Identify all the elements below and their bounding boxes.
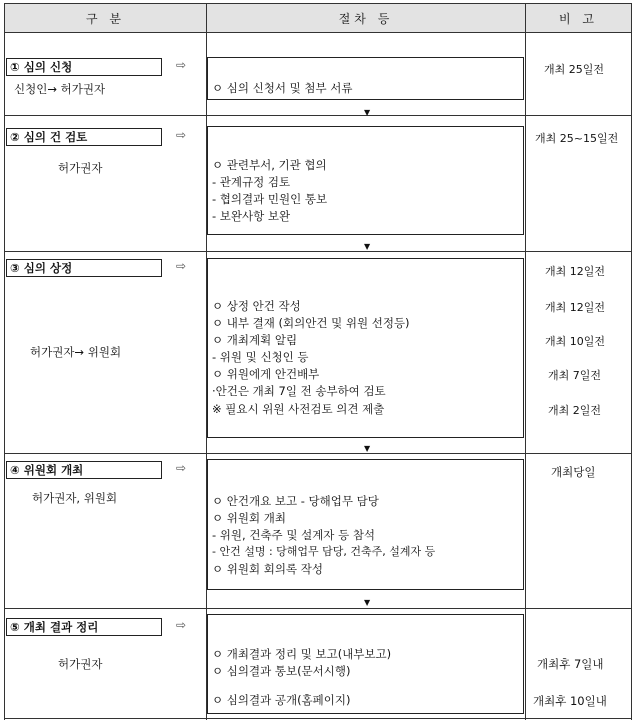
row-divider [4, 608, 632, 609]
procedure-item: ㅇ 내부 결재 (회의안건 및 위원 선정등) [212, 316, 410, 330]
remark: 개최당일 [551, 465, 596, 479]
step-title: ④ 위원회 개최 [6, 461, 162, 479]
procedure-item: ㅇ 위원회 회의록 작성 [212, 562, 323, 576]
remark: 개최 25일전 [544, 63, 604, 76]
procedure-item: ㅇ 위원회 개최 [212, 511, 286, 525]
procedure-item: - 보완사항 보완 [212, 209, 291, 223]
step-actor: 허가권자 [58, 657, 103, 671]
procedure-item: ㅇ 상정 안건 작성 [212, 299, 301, 313]
remark: 개최 2일전 [548, 404, 601, 417]
table-col-divider-2 [525, 3, 526, 720]
step-actor: 허가권자 [58, 161, 103, 175]
procedure-item: ㅇ 관련부서, 기관 협의 [212, 158, 327, 172]
right-arrow-icon: ⇨ [176, 259, 187, 273]
procedure-item: - 위원 및 신청인 등 [212, 350, 309, 364]
down-arrow-icon: ▼ [364, 444, 371, 453]
remark: 개최 12일전 [545, 265, 605, 278]
right-arrow-icon: ⇨ [176, 128, 187, 142]
procedure-item: ㅇ 심의결과 통보(문서시행) [212, 664, 351, 678]
right-arrow-icon: ⇨ [176, 618, 187, 632]
procedure-item: ㅇ 위원에게 안건배부 [212, 367, 320, 381]
header-col-category: 구 분 [4, 3, 207, 33]
step-actor: 허가권자, 위원회 [32, 491, 118, 505]
row-divider [4, 251, 632, 252]
remark: 개최 7일전 [548, 369, 601, 382]
step-title: ⑤ 개최 결과 정리 [6, 618, 162, 636]
step-title: ② 심의 건 검토 [6, 128, 162, 146]
table-bottom [4, 718, 632, 719]
step-title: ③ 심의 상정 [6, 259, 162, 277]
remark: 개최후 10일내 [533, 694, 607, 708]
down-arrow-icon: ▼ [364, 242, 371, 251]
row-divider [4, 115, 632, 116]
procedure-item: ※ 필요시 위원 사전검토 의견 제출 [212, 402, 385, 416]
table-border-right [631, 3, 632, 720]
procedure-item: - 안건 설명 : 당해업무 담당, 건축주, 설계자 등 [212, 545, 436, 558]
procedure-item: ㅇ 심의결과 공개(홈페이지) [212, 693, 351, 707]
remark: 개최 10일전 [545, 335, 605, 348]
step-actor: 신청인→ 허가권자 [14, 82, 106, 96]
remark: 개최 25~15일전 [535, 132, 619, 145]
remark: 개최 12일전 [545, 301, 605, 314]
step-title: ① 심의 신청 [6, 58, 162, 76]
table-border-left [4, 3, 5, 720]
procedure-item: ㅇ 개최결과 정리 및 보고(내부보고) [212, 647, 392, 661]
procedure-item: - 위원, 건축주 및 설계자 등 참석 [212, 528, 376, 542]
remark: 개최후 7일내 [537, 657, 604, 671]
procedure-item: - 협의결과 민원인 통보 [212, 192, 328, 206]
procedure-item: ㅇ 안건개요 보고 - 당해업무 담당 [212, 494, 379, 508]
procedure-item: ·안건은 개최 7일 전 송부하여 검토 [212, 384, 386, 398]
down-arrow-icon: ▼ [364, 108, 371, 117]
procedure-item: - 관계규정 검토 [212, 175, 291, 189]
down-arrow-icon: ▼ [364, 598, 371, 607]
right-arrow-icon: ⇨ [176, 58, 187, 72]
header-col-remarks: 비 고 [525, 3, 632, 33]
right-arrow-icon: ⇨ [176, 461, 187, 475]
header-col-procedure: 절차 등 [206, 3, 526, 33]
step-actor: 허가권자→ 위원회 [30, 345, 122, 359]
row-divider [4, 453, 632, 454]
procedure-item: ㅇ 심의 신청서 및 첨부 서류 [212, 81, 353, 95]
procedure-item: ㅇ 개최계획 알림 [212, 333, 298, 347]
